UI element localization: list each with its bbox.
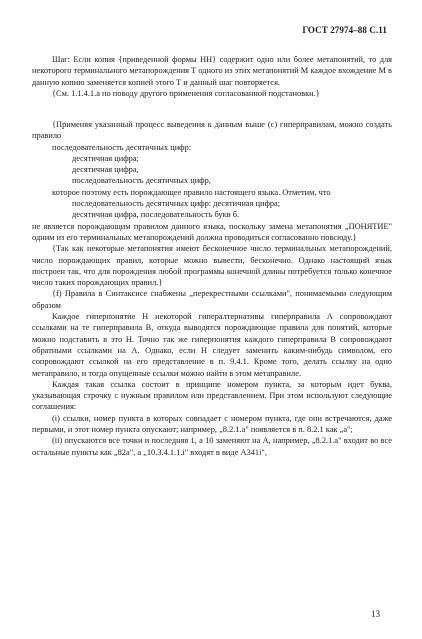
paragraph: {Так как некоторые метапонятия имеют бесконечное число терминальных метапорождений, число порождающих правил, которые можно вывести, бесконечно. Однако настоящий язык построен так, что для порождения любой программы конечной длины потребуется только конечное число таких порождающих правил.} <box>32 244 392 288</box>
page-number: 13 <box>371 609 380 619</box>
paragraph: (i) ссылки, номер пункта в которых совпадает с номером пункта, где они встречаются, даже первыми, и этот номер пункта опускают; например, „8.2.1.a" появляется в п. 8.2.1 как „a"; <box>32 413 392 434</box>
paragraph: {f) Правила в Синтаксисе снабжены „перекрестными ссылками", понимаемыми следующим образом <box>32 289 392 310</box>
paragraph: {См. 1.1.4.1.a по поводу другого применения согласованной подстановки.} <box>52 88 320 98</box>
paragraph: Шаг: Если копия {приведенной формы НН} содержит одно или более метапонятий, то для некоторого терминального метапорождения Т одного из этих метапонятий М каждое вхождение М в данную копию заменяется копией этого Т и данный шаг повторяется. <box>32 55 392 87</box>
paragraph: которое поэтому есть порождающее правило настоящего языка. Отметим, что <box>52 187 331 197</box>
paragraph: (ii) опускаются все точки и последняя 1, а 10 заменяют на А, например, „8.2.1.a" входит во все остальные пункты как „82a", а „10.3.4.1.1.i" входят в виде А341i", <box>32 436 392 457</box>
paragraph: последовательность десятичных цифр: <box>52 142 192 152</box>
page-body <box>32 54 392 458</box>
page-header: ГОСТ 27974–88 С.11 <box>302 25 387 35</box>
paragraph: Каждое гиперпонятие Н некоторой гипералтернативы гиперправила А сопровождают ссылками на те гиперправила В, откуда выводятся порождающие правила для понятий, которые можно подставить в это Н. Точно так же гиперпонятия каждого гиперправила В сопровождают обратными ссылками на А. Однако, если Н следует заменить каким-нибудь символом, его сопровождают ссылкой на его представление в п. 9.4.1. Кроме того, делать ссылку на одно метаправило, и тогда опущенные ссылки можно найти в этом метаправиле. <box>32 312 392 378</box>
paragraph: {Применяя указанный процесс выведения к данным выше (с) гиперправилам, можно создать правило <box>32 119 392 141</box>
paragraph: не является порождающим правилом данного языка, поскольку замена метапонятия „ПОНЯТИЕ" одним из его терминальных метапорождений должна проводиться согласованно повсюду.} <box>32 221 392 242</box>
paragraph: Каждая такая ссылка состоит в принципе номером пункта, за которым идет буква, указывающая строчку с нужным правилом или представлением. При этом используют следующие соглашения: <box>32 379 392 412</box>
paragraph: десятичная цифра, последовательность букв б. <box>72 210 240 220</box>
paragraph-gap <box>32 108 392 111</box>
paragraph: последовательность десятичных цифр, <box>72 176 211 186</box>
paragraph: десятичная цифра; <box>72 153 139 163</box>
paragraph: последовательность десятичных цифр: десятичная цифра; <box>72 199 281 209</box>
paragraph: десятичная цифра, <box>72 165 139 175</box>
